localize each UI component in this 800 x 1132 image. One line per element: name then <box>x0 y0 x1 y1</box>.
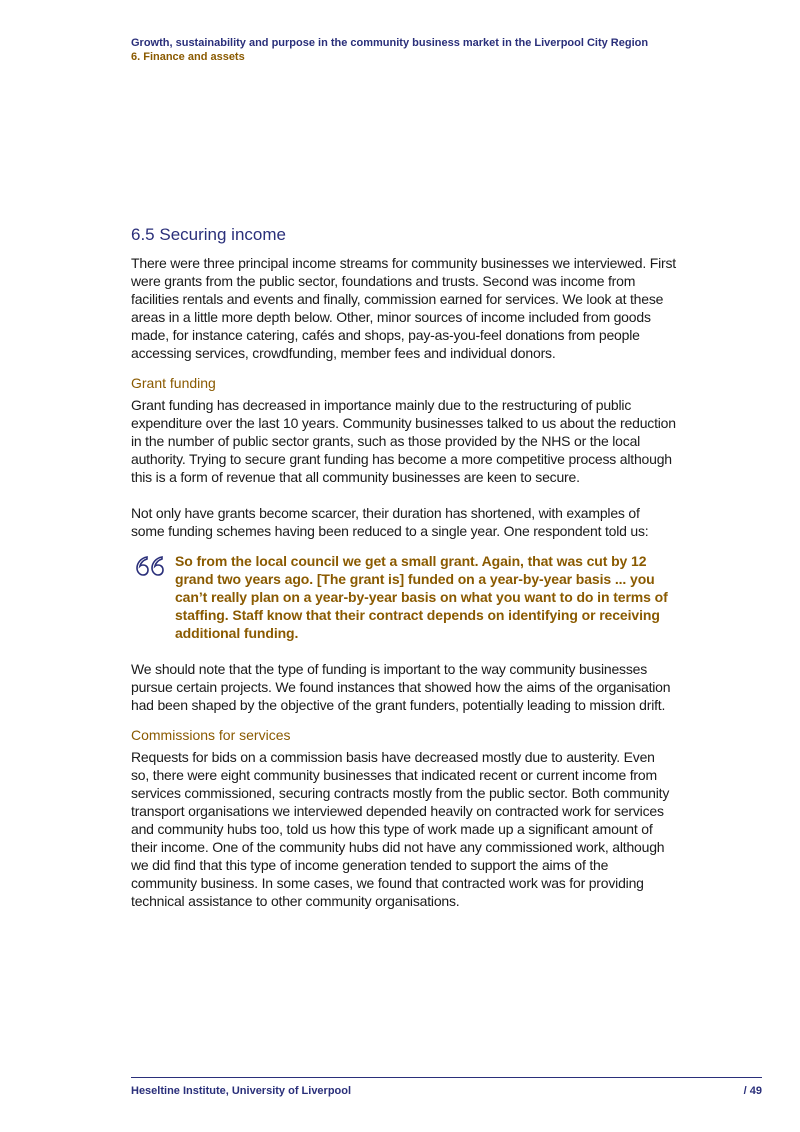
respondent-quote <box>131 552 676 642</box>
running-header <box>131 36 648 64</box>
commissions-heading: Commissions for services <box>131 727 291 743</box>
commissions-paragraph: Requests for bids on a commission basis have decreased mostly due to austerity. Even so, there were eight community businesses that indicated recent or current income from services commissioned, securing contracts mostly from the public sector. Both community transport organisations we interviewed depended heavily on contracted work for services and community hubs too, told us how this type of work made up a significant amount of their income. One of the community hubs did not have any commissioned work, although we did find that this type of income generation tended to support the aims of the community business. In some cases, we found that contracted work was for providing technical assistance to other community organisations. <box>131 749 670 909</box>
quote-text: So from the local council we get a small grant. Again, that was cut by 12 grand two years ago. [The grant is] funded on a year-by-year basis ... you can’t really plan on a year-by-year basis on what you want to do in terms of staffing. Staff know that their contract depends on identifying or receiving additional funding. <box>175 553 668 641</box>
chapter-title: 6. Finance and assets <box>131 51 245 63</box>
grant-funding-paragraph-3: We should note that the type of funding is important to the way community businesses pursue certain projects. We found instances that showed how the aims of the organisation had been shaped by the objective of the grant funders, potentially leading to mission drift. <box>131 661 671 713</box>
footer-divider <box>131 1077 762 1078</box>
quote-mark-icon <box>135 554 165 578</box>
intro-paragraph: There were three principal income streams for community businesses we interviewed. First were grants from the public sector, foundations and trusts. Second was income from facilities rentals and events and finally, commission earned for services. We look at these areas in a little more depth below. Other, minor sources of income included from goods made, for instance catering, cafés and shops, pay-as-you-feel donations from people accessing services, crowdfunding, member fees and individual donors. <box>131 255 676 361</box>
document-title: Growth, sustainability and purpose in the community business market in the Liverpool City Region <box>131 37 649 49</box>
footer-institution: Heseltine Institute, University of Liverpool <box>131 1085 352 1097</box>
grant-funding-paragraph-1: Grant funding has decreased in importance mainly due to the restructuring of public expenditure over the last 10 years. Community businesses talked to us about the reduction in the number of public sector grants, such as those provided by the NHS or the local authority. Trying to secure grant funding has become a more competitive process although this is a form of revenue that all community businesses are keen to secure. <box>131 397 676 485</box>
section-heading: 6.5 Securing income <box>131 225 286 244</box>
running-footer <box>131 1085 762 1097</box>
grant-funding-paragraph-2: Not only have grants become scarcer, their duration has shortened, with examples of some funding schemes having been reduced to a single year. One respondent told us: <box>131 505 649 539</box>
main-content <box>131 224 676 910</box>
grant-funding-heading: Grant funding <box>131 375 216 391</box>
page-number: / 49 <box>743 1085 762 1097</box>
